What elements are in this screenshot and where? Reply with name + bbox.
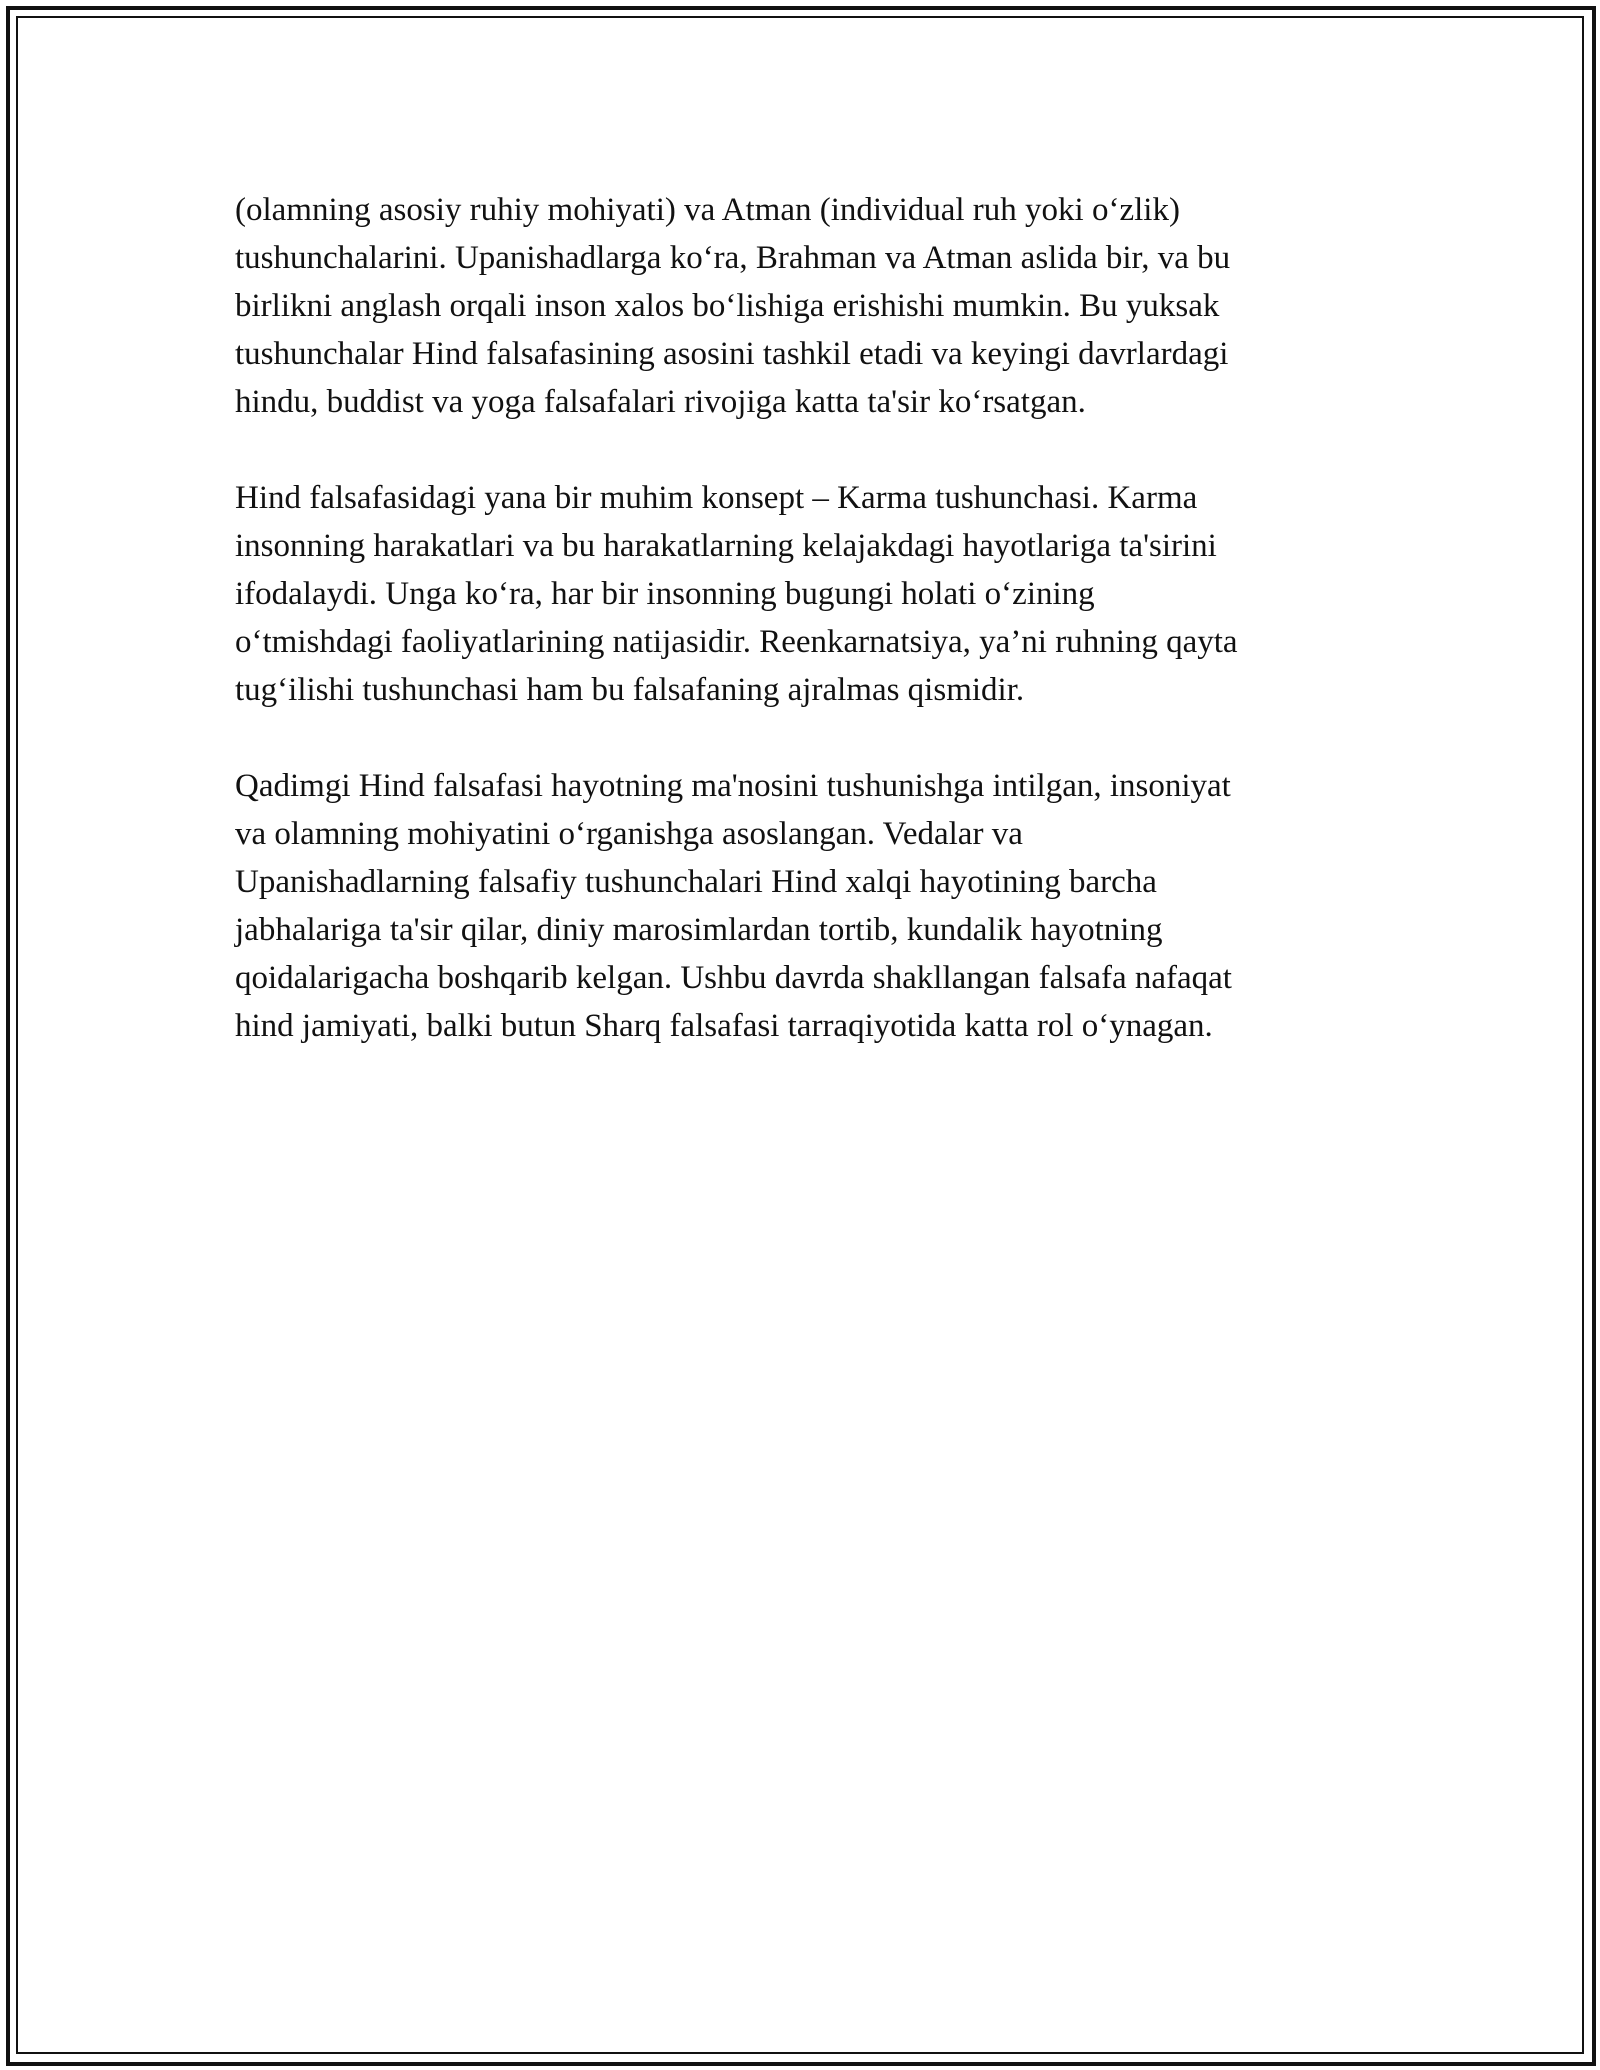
paragraph-karma: Hind falsafasidagi yana bir muhim konsept – Karma tushunchasi. Karma insonning harakatlari va bu harakatlarning kelajakdagi hayotlariga ta'sirini ifodalaydi. Unga ko‘ra, har bir insonning bugungi holati o‘zining o‘tmishdagi faoliyatlarining natijasidir. Reenkarnatsiya, ya’ni ruhning qayta tug‘ilishi tushunchasi ham bu falsafaning ajralmas qismidir. (235, 480, 1238, 708)
document-body (235, 186, 1375, 1050)
paragraph-brahman-atman: (olamning asosiy ruhiy mohiyati) va Atman (individual ruh yoki o‘zlik) tushunchalarini. Upanishadlarga ko‘ra, Brahman va Atman aslida bir, va bu birlikni anglash orqali inson xalos bo‘lishiga erishishi mumkin. Bu yuksak tushunchalar Hind falsafasining asosini tashkil etadi va keyingi davrlardagi hindu, buddist va yoga falsafalari rivojiga katta ta'sir ko‘rsatgan. (235, 192, 1231, 420)
paragraph-ancient-indian-philosophy: Qadimgi Hind falsafasi hayotning ma'nosini tushunishga intilgan, insoniyat va olamning mohiyatini o‘rganishga asoslangan. Vedalar va Upanishadlarning falsafiy tushunchalari Hind xalqi hayotining barcha jabhalariga ta'sir qilar, diniy marosimlardan tortib, kundalik hayotning qoidalarigacha boshqarib kelgan. Ushbu davrda shakllangan falsafa nafaqat hind jamiyati, balki butun Sharq falsafasi tarraqiyotida katta rol o‘ynagan. (235, 768, 1232, 1044)
